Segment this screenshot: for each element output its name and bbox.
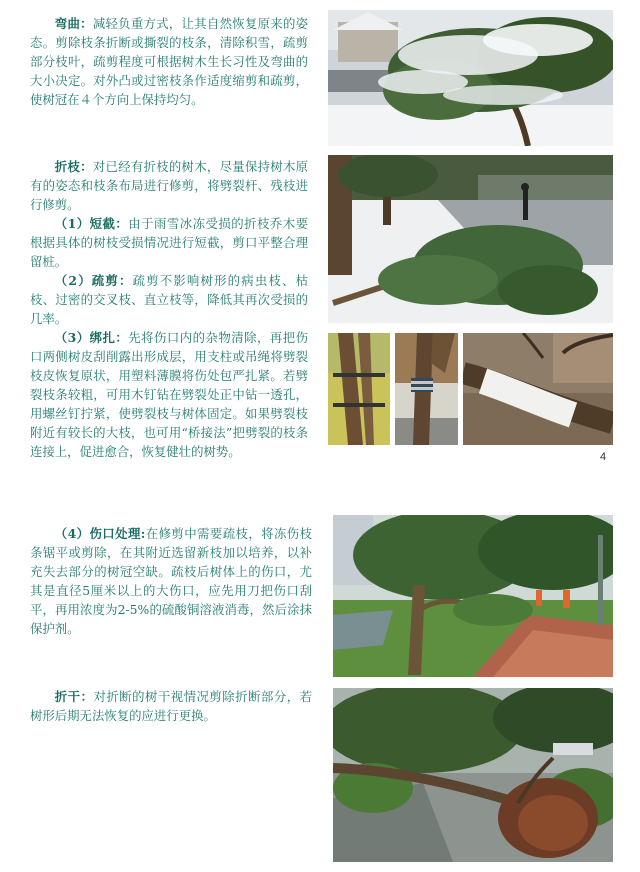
bend-text: 减轻负重方式，让其自然恢复原来的姿态。剪除枝条折断或撕裂的枝条，清除积雪，疏剪部分枝叶，疏剪程度可根据树木生长习性及弯曲的大小决定。对外凸或过密枝条作适度缩剪和疏剪，使树冠在４个方向上保持均匀。: [30, 16, 309, 107]
thinning-label: （2）疏剪：: [54, 273, 133, 288]
wound-text: 在修剪中需要疏枝，将冻伤枝条锯平或剪除，在其附近选留新枝加以培养，以补充失去部分的树冠空缺。疏枝后树体上的伤口，尤其是直径5厘米以上的大伤口，应先用刀把伤口刮平，再用浓度为2-5%的硫酸铜溶液消毒，然后涂抹保护剂。: [30, 526, 312, 636]
broken-branch-text: 对已经有折枝的树木，尽量保持树木原有的姿态和枝条布局进行修剪，将劈裂杆、残枝进行修剪。: [30, 159, 309, 212]
shorten-label: （1）短截：: [54, 216, 129, 231]
split-trunk-park-photo: [333, 515, 613, 677]
shorten-text: 由于雨雪冰冻受损的折枝乔木要根据具体的树枝受损情况进行短截，剪口平整合理留桩。: [30, 216, 308, 269]
wound-label: （4）伤口处理:: [54, 526, 146, 541]
bend-section: [30, 14, 308, 109]
broken-branch-title: 折枝：: [54, 159, 93, 174]
page-number: 4: [600, 451, 607, 463]
binding-label: （3）绑扎：: [54, 330, 129, 345]
binding-text: 先将伤口内的杂物清除，再把伤口两侧树皮刮削露出形成层，用支柱或吊绳将劈裂枝皮恢复原状，用塑料薄膜将伤处包严扎紧。若劈裂枝条较粗，可用木钉钻在劈裂处正中钻一透孔，用螺丝钉拧紧，使劈裂枝与树体固定。如果劈裂枝附近有较长的大枝，也可用“桥接法”把劈裂的枝条连接上，促进愈合，恢复健壮的树势。: [30, 330, 308, 459]
broken-trunk-text: 对折断的树干视情况剪除折断部分，若树形后期无法恢复的应进行更换。: [30, 689, 313, 723]
broken-trunk-section: [30, 687, 312, 725]
wound-section: [30, 524, 312, 638]
fallen-trunk-photo: [333, 688, 613, 862]
bandaged-branch-photo: [463, 333, 613, 445]
snow-bent-tree-photo: [328, 10, 613, 146]
broken-branch-photo: [328, 155, 613, 323]
bend-title: 弯曲：: [54, 16, 93, 31]
tree-tie-photo: [328, 333, 390, 445]
trunk-wrap-photo: [395, 333, 458, 445]
broken-branch-section: [30, 157, 308, 461]
broken-trunk-title: 折干：: [54, 689, 94, 704]
thinning-text: 疏剪不影响树形的病虫枝、枯枝、过密的交叉枝、直立枝等，降低其再次受损的几率。: [30, 273, 309, 326]
